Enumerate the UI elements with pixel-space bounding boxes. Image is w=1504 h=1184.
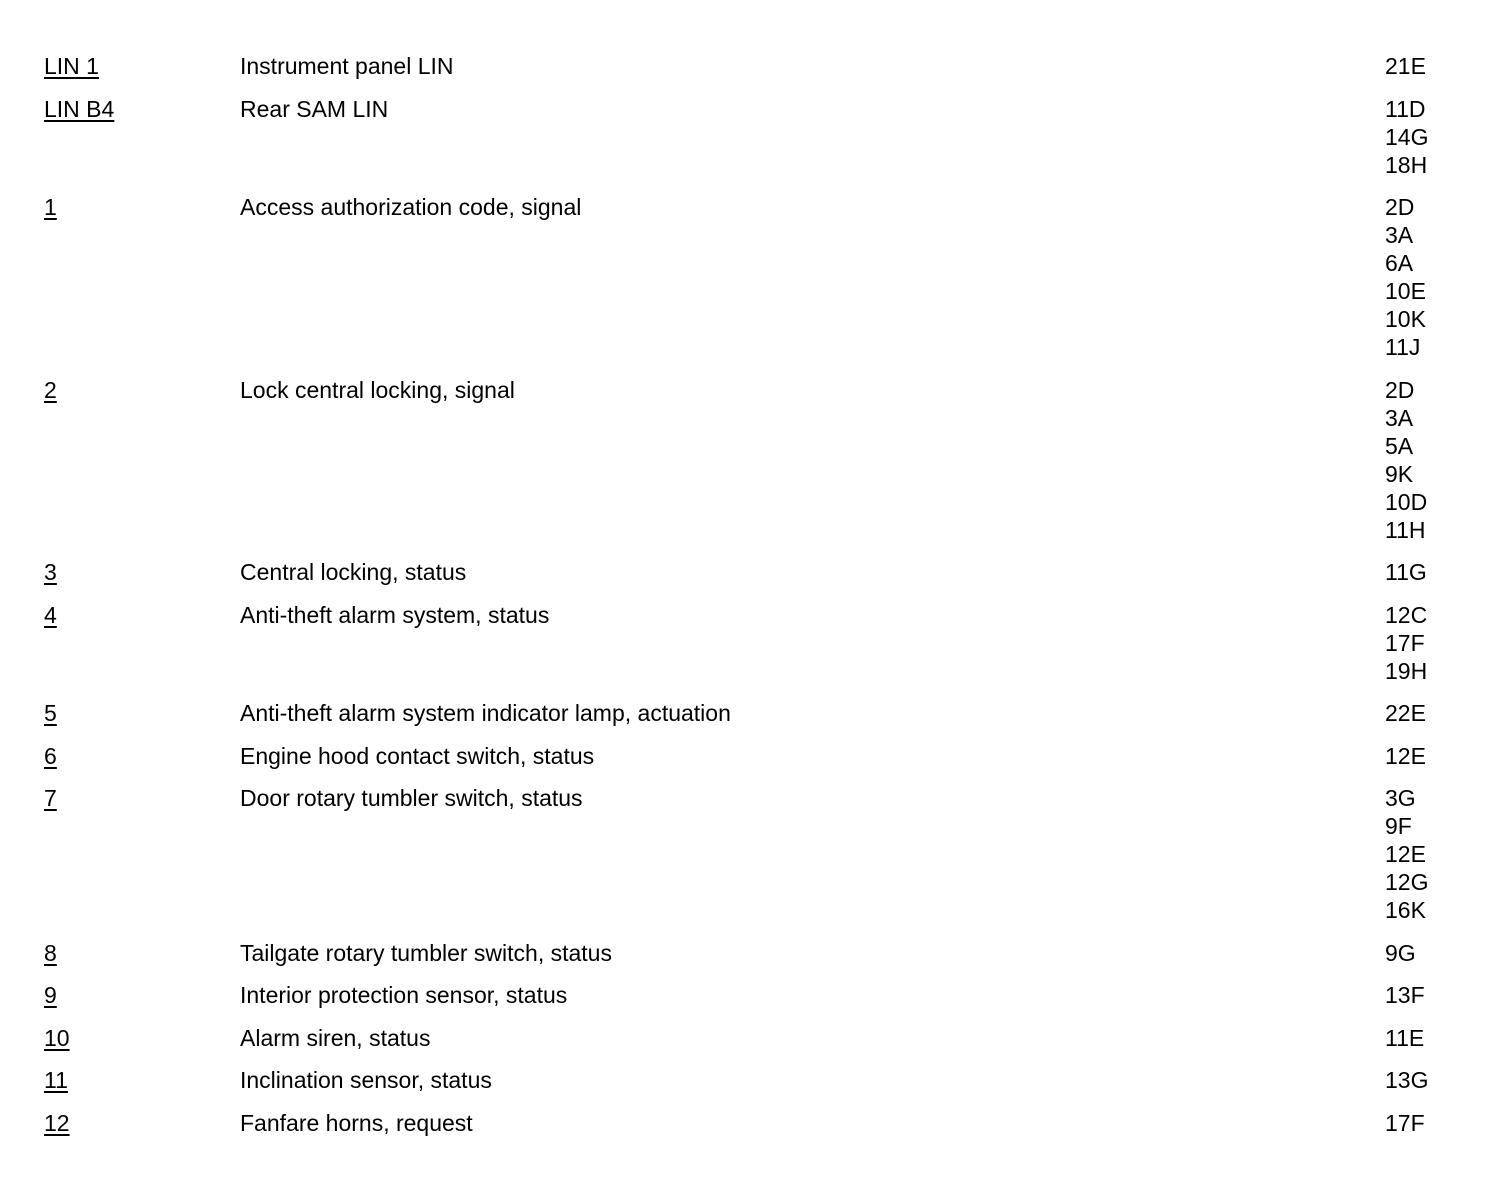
signal-code-link[interactable]: 12: [44, 1109, 70, 1136]
grid-reference: 9K: [1385, 460, 1414, 487]
signal-description: Door rotary tumbler switch, status: [240, 785, 583, 811]
grid-reference-list: [1385, 376, 1485, 544]
grid-reference-list: [1385, 1109, 1485, 1137]
legend-row: [0, 1066, 1504, 1094]
grid-reference: 3G: [1385, 785, 1416, 811]
signal-code-link[interactable]: 6: [44, 742, 57, 769]
signal-code-link[interactable]: 8: [44, 939, 57, 966]
signal-code-link[interactable]: 2: [44, 376, 57, 403]
signal-code-link[interactable]: LIN B4: [44, 95, 115, 122]
grid-reference-list: [1385, 699, 1485, 727]
grid-reference-list: [1385, 193, 1485, 361]
grid-reference: 3A: [1385, 222, 1414, 248]
grid-reference: 17F: [1385, 629, 1425, 656]
legend-row: [0, 784, 1504, 924]
grid-reference: 2D: [1385, 376, 1415, 403]
grid-reference-list: [1385, 742, 1485, 770]
grid-reference: 10D: [1385, 488, 1428, 515]
grid-reference: 11D: [1385, 95, 1426, 122]
signal-description: Inclination sensor, status: [240, 1067, 492, 1093]
signal-description: Fanfare horns, request: [240, 1109, 473, 1136]
grid-reference: 2D: [1385, 194, 1415, 220]
grid-reference-list: [1385, 981, 1485, 1009]
grid-reference: 10K: [1385, 306, 1426, 332]
legend-row: [0, 939, 1504, 967]
grid-reference: 13F: [1385, 982, 1425, 1008]
grid-reference: 12G: [1385, 869, 1429, 895]
grid-reference: 17F: [1385, 1109, 1425, 1136]
grid-reference: 3A: [1385, 404, 1414, 431]
grid-reference-list: [1385, 601, 1485, 685]
grid-reference: 12E: [1385, 742, 1426, 769]
signal-code-link[interactable]: 11: [44, 1067, 68, 1093]
signal-code-link[interactable]: LIN 1: [44, 53, 99, 79]
legend-row: [0, 376, 1504, 544]
grid-reference: 12C: [1385, 601, 1428, 628]
grid-reference-list: [1385, 1024, 1485, 1052]
legend-row: [0, 699, 1504, 727]
grid-reference-list: [1385, 52, 1485, 80]
grid-reference: 14G: [1385, 123, 1429, 150]
grid-reference: 5A: [1385, 432, 1414, 459]
signal-description: Anti-theft alarm system, status: [240, 601, 550, 628]
grid-reference: 9G: [1385, 939, 1416, 966]
legend-row: [0, 742, 1504, 770]
grid-reference: 6A: [1385, 250, 1414, 276]
signal-description: Alarm siren, status: [240, 1024, 431, 1051]
grid-reference: 11E: [1385, 1024, 1425, 1051]
signal-legend-list: [0, 52, 1504, 1151]
grid-reference: 21E: [1385, 53, 1426, 79]
legend-row: [0, 981, 1504, 1009]
signal-description: Anti-theft alarm system indicator lamp, actuation: [240, 700, 731, 726]
legend-row: [0, 193, 1504, 361]
signal-description: Access authorization code, signal: [240, 194, 582, 220]
grid-reference: 22E: [1385, 700, 1426, 726]
legend-row: [0, 1109, 1504, 1137]
signal-description: Instrument panel LIN: [240, 53, 454, 79]
signal-description: Central locking, status: [240, 559, 467, 585]
grid-reference-list: [1385, 784, 1485, 924]
grid-reference-list: [1385, 1066, 1485, 1094]
legend-row: [0, 52, 1504, 80]
grid-reference-list: [1385, 939, 1485, 967]
grid-reference-list: [1385, 558, 1485, 586]
signal-code-link[interactable]: 4: [44, 601, 57, 628]
signal-code-link[interactable]: 5: [44, 700, 57, 726]
grid-reference: 19H: [1385, 657, 1428, 684]
legend-row: [0, 601, 1504, 685]
signal-description: Lock central locking, signal: [240, 376, 515, 403]
grid-reference: 11G: [1385, 559, 1427, 585]
signal-description: Interior protection sensor, status: [240, 982, 568, 1008]
grid-reference: 13G: [1385, 1067, 1429, 1093]
grid-reference: 16K: [1385, 897, 1426, 923]
signal-description: Rear SAM LIN: [240, 95, 389, 122]
grid-reference: 10E: [1385, 278, 1426, 304]
signal-code-link[interactable]: 1: [44, 194, 57, 220]
legend-row: [0, 558, 1504, 586]
signal-code-link[interactable]: 9: [44, 982, 57, 1008]
signal-code-link[interactable]: 7: [44, 785, 57, 811]
grid-reference: 11J: [1385, 334, 1421, 360]
legend-row: [0, 95, 1504, 179]
signal-code-link[interactable]: 3: [44, 559, 57, 585]
legend-row: [0, 1024, 1504, 1052]
grid-reference-list: [1385, 95, 1485, 179]
signal-description: Tailgate rotary tumbler switch, status: [240, 939, 612, 966]
grid-reference: 12E: [1385, 841, 1426, 867]
signal-code-link[interactable]: 10: [44, 1024, 70, 1051]
grid-reference: 18H: [1385, 151, 1428, 178]
grid-reference: 9F: [1385, 813, 1412, 839]
signal-description: Engine hood contact switch, status: [240, 742, 595, 769]
grid-reference: 11H: [1385, 516, 1426, 543]
